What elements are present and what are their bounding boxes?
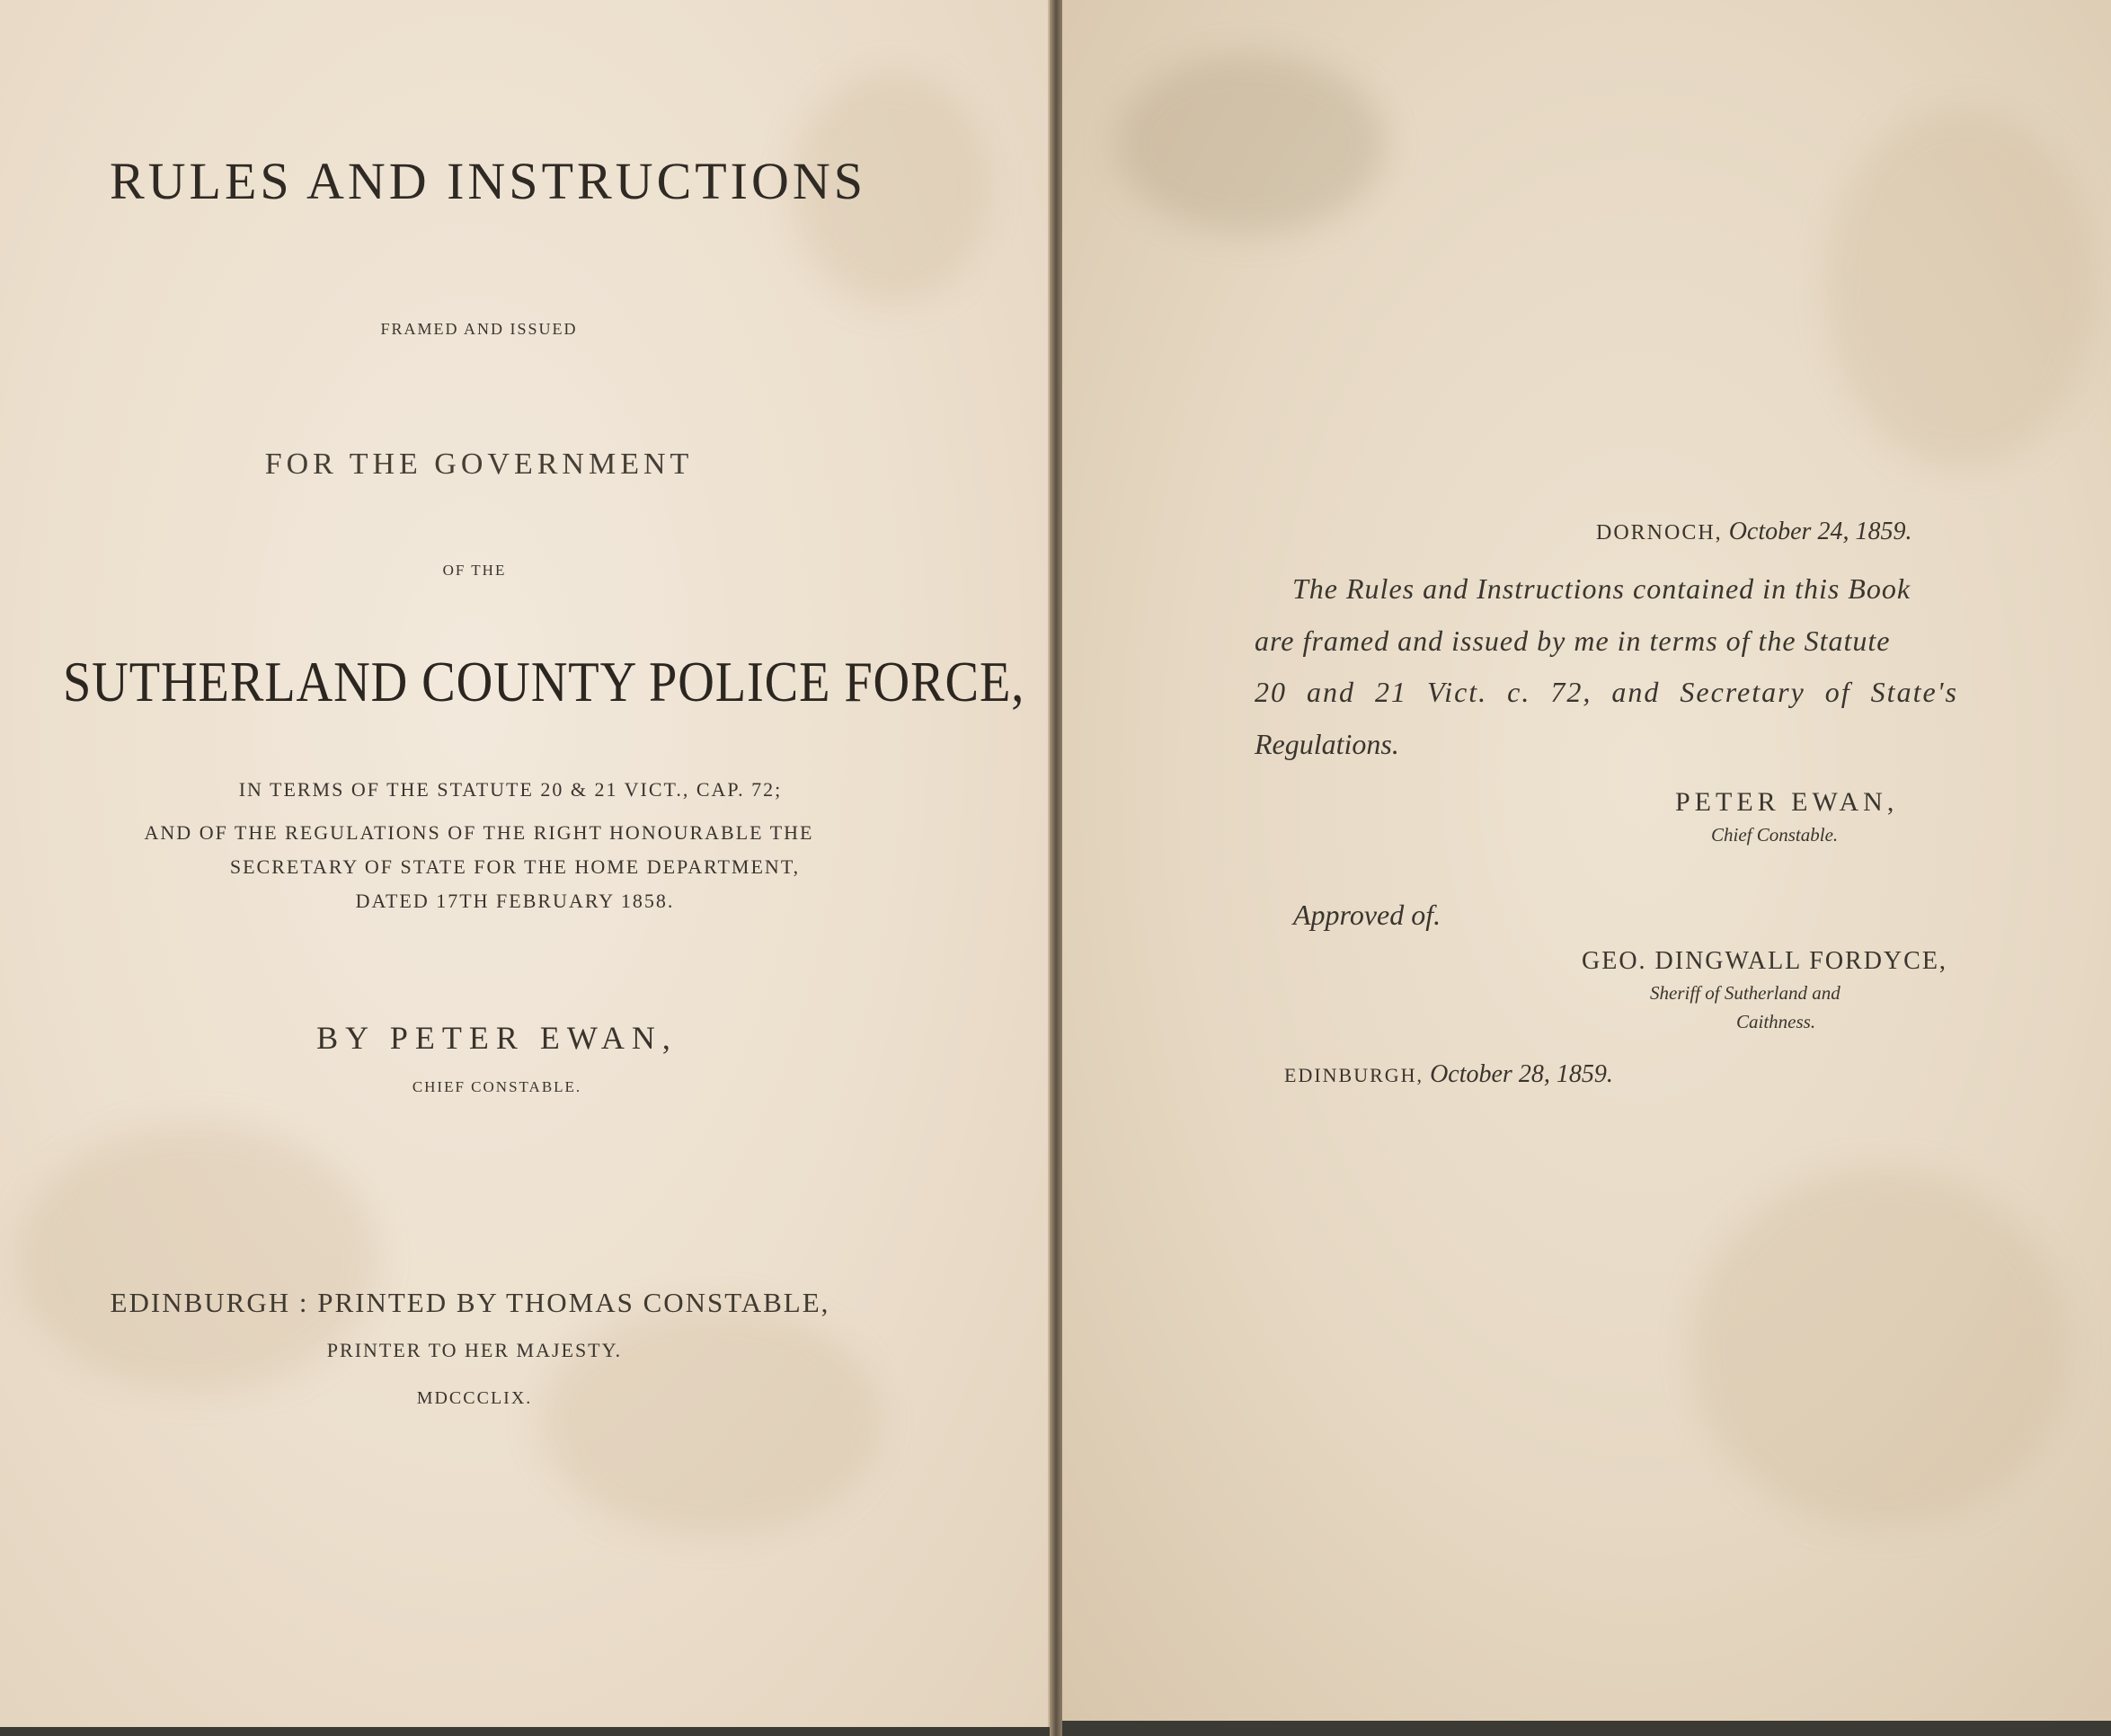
regulations-line: AND OF THE REGULATIONS OF THE RIGHT HONOURABLE THE bbox=[144, 821, 814, 844]
preface-line-4: Regulations. bbox=[1255, 728, 1399, 760]
approver-name: GEO. DINGWALL FORDYCE, bbox=[1582, 947, 1947, 975]
approved-label: Approved of. bbox=[1293, 899, 1441, 931]
dornoch-date: October 24, 1859. bbox=[1728, 518, 1912, 545]
printer-line: EDINBURGH : PRINTED BY THOMAS CONSTABLE, bbox=[110, 1287, 830, 1318]
approver-title-2: Caithness. bbox=[1736, 1011, 1816, 1032]
of-the-line: OF THE bbox=[442, 562, 507, 579]
signer-name: PETER EWAN, bbox=[1675, 787, 1899, 817]
author-title: CHIEF CONSTABLE. bbox=[412, 1078, 582, 1095]
force-name-heading: SUTHERLAND COUNTY POLICE FORCE, bbox=[62, 650, 1025, 713]
title-page bbox=[0, 0, 1050, 1727]
printer-majesty-line: PRINTER TO HER MAJESTY. bbox=[326, 1339, 623, 1361]
paper-stain bbox=[1826, 108, 2096, 467]
edinburgh-dateline bbox=[1284, 1060, 1613, 1089]
edinburgh-place: EDINBURGH, bbox=[1284, 1064, 1424, 1086]
preface-line-1: The Rules and Instructions contained in this Book bbox=[1292, 572, 1911, 605]
statute-line: IN TERMS OF THE STATUTE 20 & 21 VICT., CAP. 72; bbox=[238, 778, 783, 801]
preface-line-2: are framed and issued by me in terms of the Statute bbox=[1255, 624, 1891, 657]
paper-stain bbox=[539, 1303, 881, 1537]
preface-page bbox=[1062, 0, 2111, 1721]
author-line: BY PETER EWAN, bbox=[316, 1020, 678, 1056]
approver-title-1: Sheriff of Sutherland and bbox=[1650, 982, 1840, 1004]
publication-year: MDCCCLIX. bbox=[416, 1388, 533, 1408]
paper-stain bbox=[1116, 54, 1386, 234]
dated-line: DATED 17TH FEBRUARY 1858. bbox=[355, 890, 675, 912]
framed-issued-line: FRAMED AND ISSUED bbox=[380, 320, 578, 338]
preface-line-3: 20 and 21 Vict. c. 72, and Secretary of State's bbox=[1255, 676, 1958, 708]
signer-title: Chief Constable. bbox=[1711, 824, 1839, 846]
dornoch-dateline bbox=[1596, 518, 1911, 546]
government-line: FOR THE GOVERNMENT bbox=[264, 447, 694, 481]
dornoch-place: DORNOCH, bbox=[1596, 521, 1723, 545]
secretary-line: SECRETARY OF STATE FOR THE HOME DEPARTMENT, bbox=[229, 855, 801, 878]
paper-stain bbox=[1691, 1168, 2069, 1528]
edinburgh-date: October 28, 1859. bbox=[1430, 1060, 1613, 1088]
book-title: RULES AND INSTRUCTIONS bbox=[109, 152, 867, 210]
book-gutter bbox=[1050, 0, 1062, 1736]
